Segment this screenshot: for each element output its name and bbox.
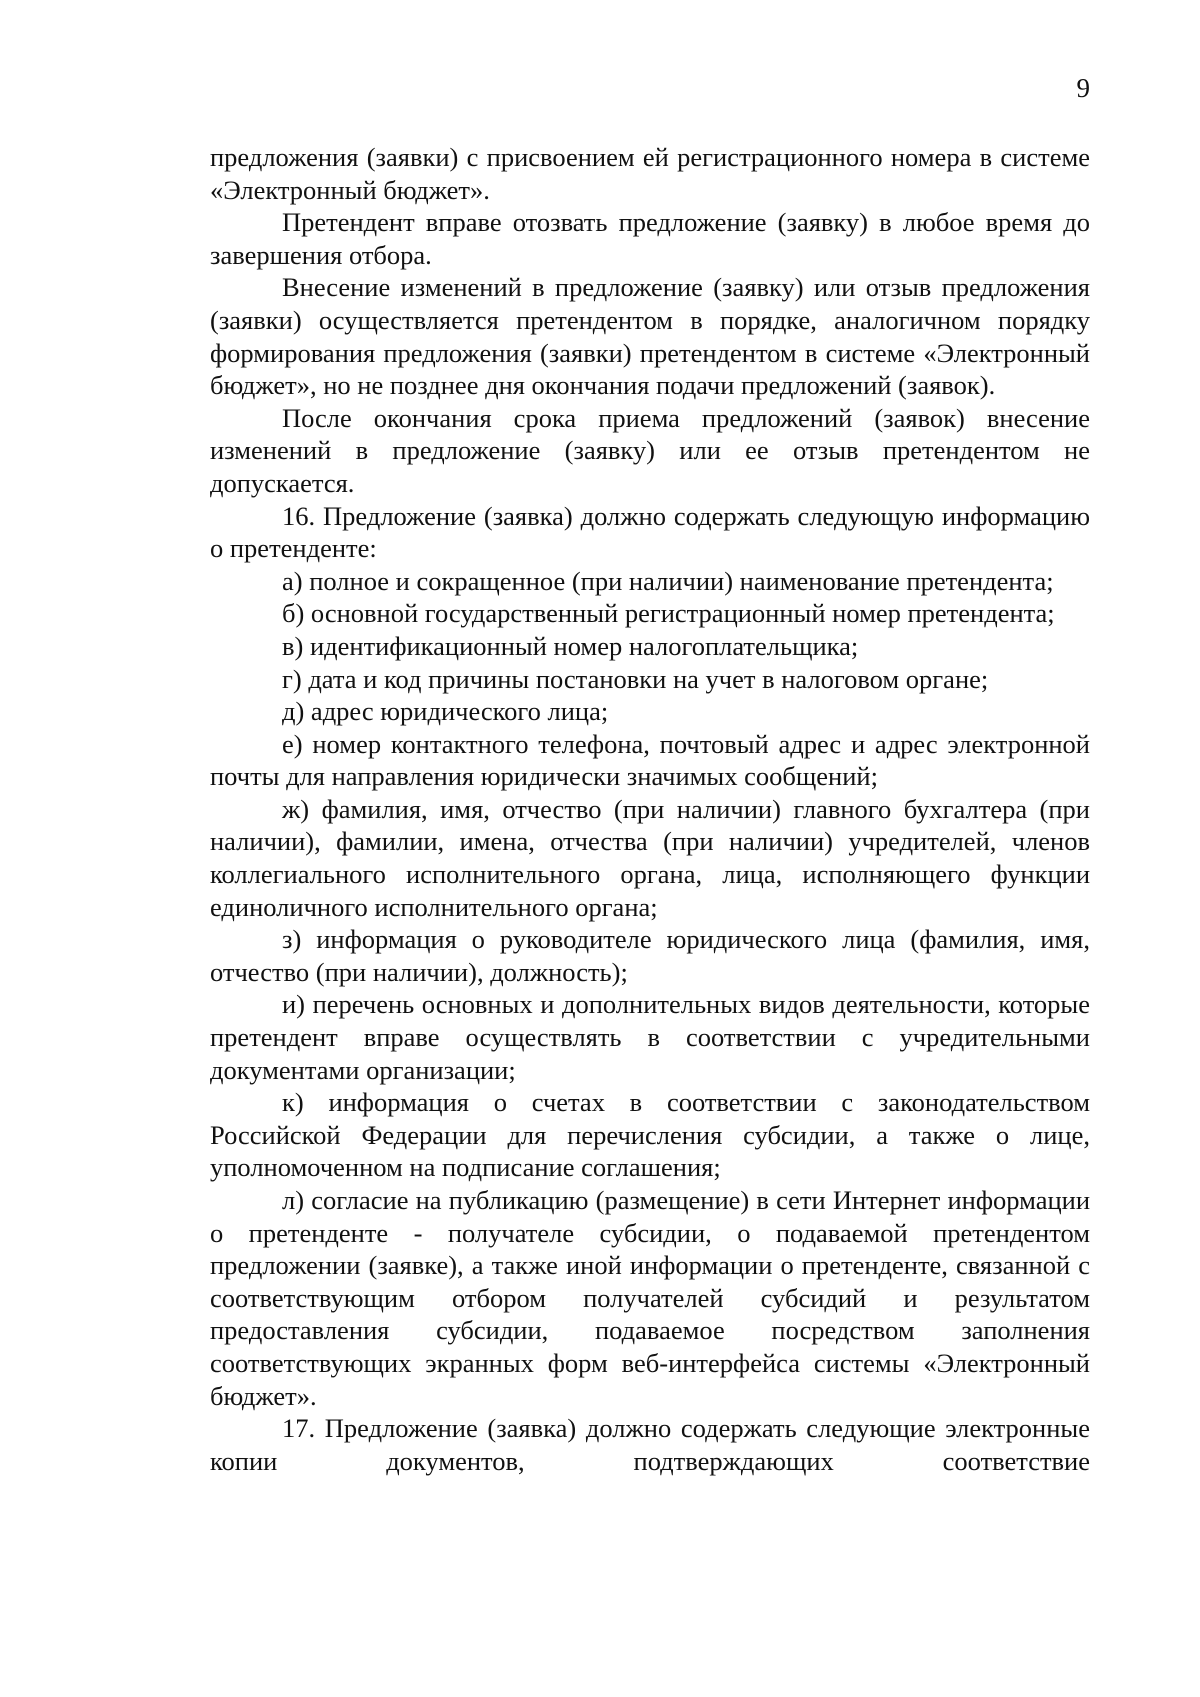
paragraph: б) основной государственный регистрационный номер претендента; bbox=[282, 598, 1055, 629]
page-number: 9 bbox=[1076, 73, 1090, 103]
paragraph: предложения (заявки) с присвоением ей регистрационного номера в системе «Электронный бюджет». bbox=[210, 142, 1090, 205]
paragraph: а) полное и сокращенное (при наличии) наименование претендента; bbox=[282, 565, 1054, 596]
paragraph: Внесение изменений в предложение (заявку) или отзыв предложения (заявки) осуществляется претендентом в порядке, аналогичном порядку формирования предложения (заявки) претендентом в системе «Электронный бюджет», но не позднее дня окончания подачи предложений (заявок). bbox=[210, 272, 1090, 401]
paragraph: г) дата и код причины постановки на учет в налоговом органе; bbox=[282, 663, 989, 694]
paragraph: д) адрес юридического лица; bbox=[282, 696, 609, 727]
paragraph: 16. Предложение (заявка) должно содержать следующую информацию о претенденте: bbox=[210, 500, 1090, 564]
paragraph: з) информация о руководителе юридического лица (фамилия, имя, отчество (при наличии), должность); bbox=[210, 924, 1090, 987]
document-body bbox=[210, 141, 1090, 1477]
paragraph: л) согласие на публикацию (размещение) в сети Интернет информации о претенденте - получателе субсидии, о подаваемой претендентом предложении (заявке), а также иной информации о претенденте, связанной с соответствующим отбором получателей субсидий и результатом предоставления субсидии, подаваемое посредством заполнения соответствующих экранных форм веб-интерфейса системы «Электронный бюджет». bbox=[210, 1185, 1090, 1411]
paragraph: ж) фамилия, имя, отчество (при наличии) главного бухгалтера (при наличии), фамилии, имена, отчества (при наличии) учредителей, членов коллегиального исполнительного органа, лица, исполняющего функции единоличного исполнительного органа; bbox=[210, 793, 1090, 922]
paragraph: Претендент вправе отозвать предложение (заявку) в любое время до завершения отбора. bbox=[210, 207, 1090, 270]
paragraph: в) идентификационный номер налогоплательщика; bbox=[282, 630, 859, 661]
paragraph: и) перечень основных и дополнительных видов деятельности, которые претендент вправе осуществлять в соответствии с учредительными документами организации; bbox=[210, 989, 1090, 1085]
paragraph: 17. Предложение (заявка) должно содержать следующие электронные копии документов, подтверждающих соответствие bbox=[210, 1413, 1090, 1476]
paragraph: После окончания срока приема предложений (заявок) внесение изменений в предложение (заявку) или ее отзыв претендентом не допускается. bbox=[210, 402, 1090, 498]
paragraph: е) номер контактного телефона, почтовый адрес и адрес электронной почты для направления юридически значимых сообщений; bbox=[210, 728, 1090, 792]
paragraph: к) информация о счетах в соответствии с законодательством Российской Федерации для перечисления субсидии, а также о лице, уполномоченном на подписание соглашения; bbox=[210, 1087, 1090, 1183]
